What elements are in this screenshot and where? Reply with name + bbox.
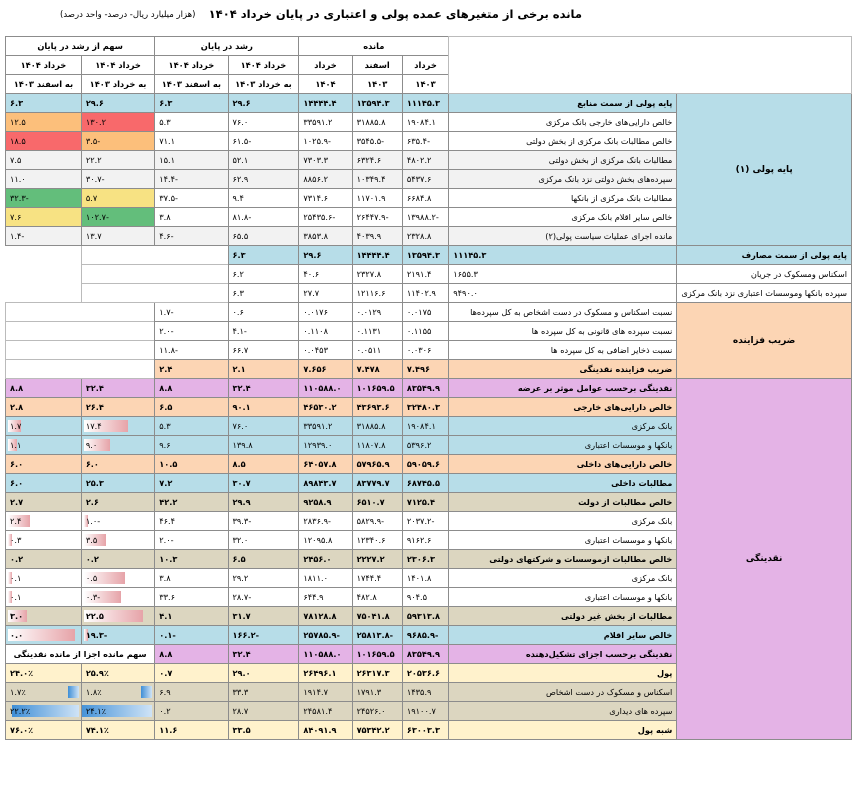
cell-gc-cb-4: ۴۶.۴	[155, 512, 228, 531]
cell-net-domestic-2: ۶۴۰۵۷.۸	[299, 455, 352, 474]
cell-base-use-3: ۲۹.۶	[299, 246, 352, 265]
row-label-req-ratio: نسبت سپرده های قانونی به کل سپرده ها	[449, 322, 677, 341]
group-liq: نقدینگی	[677, 379, 852, 740]
cell-gov-claims-3: ۲۹.۹	[228, 493, 299, 512]
cell-cur-ratio-2: ۰.۰۱۷۶	[299, 303, 352, 322]
cell-gc-cb-0: -۲۰۳۷.۲	[402, 512, 448, 531]
col-es1403-year: ۱۴۰۳	[352, 75, 402, 94]
cell-cb-foreign-1: ۳۱۸۸۵.۸	[352, 113, 402, 132]
cell-net-foreign-4: ۶.۵	[155, 398, 228, 417]
cell-cb-other-5: -۱۰۲.۷	[81, 208, 154, 227]
col-kh1404: خرداد	[299, 56, 352, 75]
cell-base-use-1: ۱۳۵۹۴.۳	[402, 246, 448, 265]
cell-cb-foreign-3: ۷۶.۰	[228, 113, 299, 132]
row-label-quasi: شبه پول	[449, 721, 677, 740]
cell-dom-claims-2: ۸۹۸۴۳.۷	[299, 474, 352, 493]
cell-bank-res-2: ۱۲۱۱۶.۶	[352, 284, 402, 303]
cell-nf-cb-2: ۳۳۵۹۱.۲	[299, 417, 352, 436]
cell-base-src-1: ۱۳۵۹۴.۳	[352, 94, 402, 113]
col-s2-sub: به اسفند ۱۴۰۳	[6, 75, 82, 94]
cell-liq-src-1: ۱۰۱۶۵۹.۵	[352, 379, 402, 398]
row-label-cur-ratio: نسبت اسکناس و مسکوک در دست اشخاص به کل سپرده‌ها	[449, 303, 677, 322]
cell-exc-ratio-3: ۶۶.۷	[228, 341, 299, 360]
cell-cb-banks-0: ۶۶۸۴.۸	[402, 189, 448, 208]
cell-demand-dep-6: ۲۲.۲٪	[6, 702, 82, 721]
cell-nf-banks-5: ۹.۰	[81, 436, 154, 455]
cell-cb-other-6: ۷.۶	[6, 208, 82, 227]
group-base: پایه پولی (۱)	[677, 94, 852, 246]
cell-gov-deposits-0: ۵۴۳۷.۶	[402, 170, 448, 189]
cell-nf-cb-1: ۳۱۸۸۵.۸	[352, 417, 402, 436]
group-mult: ضریب فزاینده	[677, 303, 852, 379]
cell-monetary-ops-1: ۴۰۳۹.۹	[352, 227, 402, 246]
cell-pc-cb-2: ۱۸۱۱.۰	[299, 569, 352, 588]
balance-header: مانده	[299, 37, 449, 56]
cell-nongov-4: ۴.۱	[155, 607, 228, 626]
cell-pc-banks-3: -۲۸.۷	[228, 588, 299, 607]
cell-exc-ratio-0: ۰.۰۳۰۶	[402, 341, 448, 360]
cell-cb-gov-claims-3: ۵۲.۱	[228, 151, 299, 170]
cell-nf-banks-3: ۱۳۹.۸	[228, 436, 299, 455]
row-label-other-items: خالص سایر اقلام	[449, 626, 677, 645]
cell-pc-banks-5: -۰.۳	[81, 588, 154, 607]
cell-base-use-4: ۶.۳	[228, 246, 299, 265]
cell-gov-claims-1: ۶۵۱۰.۷	[352, 493, 402, 512]
col-g1-sub: به خرداد ۱۴۰۳	[228, 75, 299, 94]
cell-currency-0: ۱۶۵۵.۳	[449, 265, 677, 284]
row-label-cb-banks: مطالبات بانک مرکزی از بانکها	[449, 189, 677, 208]
table-row	[6, 303, 852, 322]
cell-req-ratio-4: -۲.۰	[155, 322, 228, 341]
cell-cb-other-0: -۱۳۹۸۸.۲	[402, 208, 448, 227]
cell-req-ratio-1: ۰.۱۱۳۱	[352, 322, 402, 341]
cell-currency-4: ۶.۲	[228, 265, 299, 284]
cell-base-src-0: ۱۱۱۴۵.۳	[402, 94, 448, 113]
row-label-liq-src: نقدینگی برحسب عوامل موثر بر عرضه	[449, 379, 677, 398]
cell-cash-public-2: ۱۹۱۴.۷	[299, 683, 352, 702]
cell-cb-banks-3: ۹.۴	[228, 189, 299, 208]
cell-money-4: ۰.۷	[155, 664, 228, 683]
cell-req-ratio-5	[6, 322, 155, 341]
cell-net-foreign-1: ۴۳۶۹۳.۶	[352, 398, 402, 417]
cell-cb-gov-6: ۱۸.۵	[6, 132, 82, 151]
cell-currency-5	[81, 265, 228, 284]
cell-cash-public-5: ۱.۸٪	[81, 683, 154, 702]
cell-money-5: ۲۵.۹٪	[81, 664, 154, 683]
cell-cb-foreign-0: ۱۹۰۸۴.۱	[402, 113, 448, 132]
cell-base-use-0: ۱۱۱۴۵.۳	[449, 246, 677, 265]
cell-cb-gov-2: -۱۰۲۵.۹	[299, 132, 352, 151]
table-row	[6, 379, 852, 398]
col-kh1403-year: ۱۴۰۳	[402, 75, 448, 94]
cell-cb-foreign-2: ۳۳۵۹۱.۲	[299, 113, 352, 132]
header-row-1	[6, 37, 852, 56]
cell-cash-public-1: ۱۷۹۱.۳	[352, 683, 402, 702]
row-label-monetary-ops: مانده اجرای عملیات سیاست پولی(۲)	[449, 227, 677, 246]
cell-other-items-6: ۰.۰	[6, 626, 82, 645]
cell-cb-gov-0: -۶۳۵.۴	[402, 132, 448, 151]
cell-pc-cb-1: ۱۷۴۴.۴	[352, 569, 402, 588]
cell-quasi-3: ۳۳.۵	[228, 721, 299, 740]
databar	[68, 686, 79, 698]
cell-base-src-4: ۶.۳	[155, 94, 228, 113]
cell-exc-ratio-2: ۰.۰۴۵۳	[299, 341, 352, 360]
row-label-nf-cb: بانک مرکزی	[449, 417, 677, 436]
table-row	[6, 284, 852, 303]
cell-other-items-3: -۱۶۶.۲	[228, 626, 299, 645]
table-row	[6, 94, 852, 113]
col-g2-sub: به اسفند ۱۴۰۳	[155, 75, 228, 94]
cell-nf-banks-2: ۱۲۹۳۹.۰	[299, 436, 352, 455]
row-label-cb-foreign: خالص دارایی‌های خارجی بانک مرکزی	[449, 113, 677, 132]
row-label-money: پول	[449, 664, 677, 683]
cell-monetary-ops-5: ۱۳.۷	[81, 227, 154, 246]
cell-net-foreign-3: ۹۰.۱	[228, 398, 299, 417]
cell-gc-banks-1: ۱۲۳۴۰.۶	[352, 531, 402, 550]
row-label-base-use: پایه پولی از سمت مصارف	[677, 246, 852, 265]
cell-pc-banks-0: ۹۰۴.۵	[402, 588, 448, 607]
cell-gov-claims-0: ۷۱۲۵.۴	[402, 493, 448, 512]
cell-gc-banks-2: ۱۲۰۹۵.۸	[299, 531, 352, 550]
cell-base-src-2: ۱۴۴۴۴.۴	[299, 94, 352, 113]
cell-nf-banks-0: ۵۳۹۶.۲	[402, 436, 448, 455]
cell-pc-cb-5: ۰.۵	[81, 569, 154, 588]
cell-monetary-ops-3: ۶۵.۵	[228, 227, 299, 246]
cell-dom-claims-1: ۸۳۷۷۹.۷	[352, 474, 402, 493]
cell-nf-cb-3: ۷۶.۰	[228, 417, 299, 436]
cell-base-use-5	[81, 246, 228, 265]
cell-demand-dep-3: ۲۸.۷	[228, 702, 299, 721]
cell-currency-2: ۲۳۲۷.۸	[352, 265, 402, 284]
cell-liq-comp-2: ۱۱۰۵۸۸.۰	[299, 645, 352, 664]
cell-cur-ratio-5	[6, 303, 155, 322]
row-label-bank-res: سپرده بانکها وموسسات اعتباری نزد بانک مرکزی	[677, 284, 852, 303]
cell-currency-3: ۴۰.۶	[299, 265, 352, 284]
cell-other-items-5: -۱۹.۳	[81, 626, 154, 645]
cell-pub-claims-6: ۰.۲	[6, 550, 82, 569]
cell-base-src-6: ۶.۳	[6, 94, 82, 113]
row-label-pc-banks: بانکها و موسسات اعتباری	[449, 588, 677, 607]
share-header: سهم از رشد در پایان	[6, 37, 155, 56]
row-label-gov-deposits: سپرده‌های بخش دولتی نزد بانک مرکزی	[449, 170, 677, 189]
cell-dom-claims-5: ۲۵.۳	[81, 474, 154, 493]
cell-money-1: ۲۶۳۱۷.۳	[352, 664, 402, 683]
cell-quasi-2: ۸۴۰۹۱.۹	[299, 721, 352, 740]
cell-pub-claims-1: ۲۲۲۷.۲	[352, 550, 402, 569]
cell-liq-comp-0: ۸۳۵۴۹.۹	[402, 645, 448, 664]
cell-demand-dep-1: ۲۴۵۲۶.۰	[352, 702, 402, 721]
cell-bank-res-5	[81, 284, 228, 303]
cell-cb-foreign-5: ۱۳۰.۲	[81, 113, 154, 132]
row-label-pub-claims: خالص مطالبات ازموسسات و شرکتهای دولتی	[449, 550, 677, 569]
row-label-nf-banks: بانکها و موسسات اعتباری	[449, 436, 677, 455]
cell-liq-src-0: ۸۳۵۴۹.۹	[402, 379, 448, 398]
cell-other-items-0: -۹۶۸۵.۹	[402, 626, 448, 645]
unit-note: (هزار میلیارد ریال- درصد- واحد درصد)	[60, 10, 196, 20]
cell-cb-gov-claims-5: ۲۲.۲	[81, 151, 154, 170]
cell-liq-comp-1: ۱۰۱۶۵۹.۵	[352, 645, 402, 664]
cell-cb-gov-5: -۳.۵	[81, 132, 154, 151]
cell-req-ratio-0: ۰.۱۱۵۵	[402, 322, 448, 341]
cell-cur-ratio-0: ۰.۰۱۷۵	[402, 303, 448, 322]
cell-nongov-1: ۷۵۰۴۱.۸	[352, 607, 402, 626]
cell-cb-other-1: -۲۶۴۴۷.۹	[352, 208, 402, 227]
cell-cb-gov-claims-2: ۷۳۰۳.۳	[299, 151, 352, 170]
row-label-liq-comp: نقدینگی برحسب اجزای تشکیل‌دهنده	[449, 645, 677, 664]
cell-net-domestic-1: ۵۷۹۶۵.۹	[352, 455, 402, 474]
cell-gc-banks-6: ۰.۳	[6, 531, 82, 550]
cell-gc-cb-6: ۲.۴	[6, 512, 82, 531]
cell-cb-banks-6: -۳۲.۳	[6, 189, 82, 208]
cell-quasi-5: ۷۴.۱٪	[81, 721, 154, 740]
row-label-nongov: مطالبات از بخش غیر دولتی	[449, 607, 677, 626]
cell-base-use-2: ۱۴۴۴۴.۴	[352, 246, 402, 265]
cell-liq-src-2: ۱۱۰۵۸۸.۰	[299, 379, 352, 398]
cell-nongov-0: ۵۹۳۱۳.۸	[402, 607, 448, 626]
col-g2: خرداد ۱۴۰۴	[155, 56, 228, 75]
cell-demand-dep-5: ۲۴.۱٪	[81, 702, 154, 721]
cell-mult-4: ۲.۴	[155, 360, 228, 379]
cell-demand-dep-2: ۲۴۵۸۱.۴	[299, 702, 352, 721]
cell-cash-public-3: ۳۳.۳	[228, 683, 299, 702]
cell-cb-other-3: -۸۱.۸	[228, 208, 299, 227]
row-label-pc-cb: بانک مرکزی	[449, 569, 677, 588]
col-kh1404-year: ۱۴۰۴	[299, 75, 352, 94]
row-label-cash-public: اسکناس و مسکوک در دست اشخاص	[449, 683, 677, 702]
cell-pc-banks-4: ۳۳.۶	[155, 588, 228, 607]
row-label-gc-banks: بانکها و موسسات اعتباری	[449, 531, 677, 550]
cell-gov-claims-4: ۴۲.۲	[155, 493, 228, 512]
cell-mult-2: ۷.۶۵۶	[299, 360, 352, 379]
cell-req-ratio-3: -۴.۱	[228, 322, 299, 341]
cell-other-items-4: -۰.۱	[155, 626, 228, 645]
row-label-mult: ضریب فزاینده نقدینگی	[449, 360, 677, 379]
cell-net-domestic-6: ۶.۰	[6, 455, 82, 474]
cell-gov-deposits-3: ۶۲.۹	[228, 170, 299, 189]
cell-liq-comp-4: ۸.۸	[155, 645, 228, 664]
cell-gc-banks-4: -۲.۰	[155, 531, 228, 550]
cell-bank-res-4: ۶.۳	[228, 284, 299, 303]
table-row	[6, 265, 852, 284]
liq-share-header: سهم مانده اجزا از مانده نقدینگی	[6, 645, 155, 664]
cell-gc-cb-3: -۳۹.۳	[228, 512, 299, 531]
cell-cb-foreign-4: ۵.۳	[155, 113, 228, 132]
row-label-base-src: پایه پولی از سمت منابع	[449, 94, 677, 113]
cell-net-domestic-0: ۵۹۰۵۹.۶	[402, 455, 448, 474]
cell-nongov-2: ۷۸۱۲۸.۸	[299, 607, 352, 626]
cell-currency-1: ۲۱۹۱.۴	[402, 265, 448, 284]
cell-cb-banks-1: ۱۱۷۰۱.۹	[352, 189, 402, 208]
cell-exc-ratio-4: -۱۱.۸	[155, 341, 228, 360]
cell-exc-ratio-5	[6, 341, 155, 360]
row-label-gc-cb: بانک مرکزی	[449, 512, 677, 531]
cell-monetary-ops-0: ۲۳۲۸.۸	[402, 227, 448, 246]
cell-pub-claims-0: ۲۳۰۶.۳	[402, 550, 448, 569]
cell-pc-cb-6: ۰.۱	[6, 569, 82, 588]
col-kh1403: خرداد	[402, 56, 448, 75]
cell-liq-src-3: ۳۲.۴	[228, 379, 299, 398]
cell-gov-deposits-6: ۱۱.۰	[6, 170, 82, 189]
cell-nongov-5: ۲۲.۵	[81, 607, 154, 626]
cell-gov-claims-5: ۲.۶	[81, 493, 154, 512]
cell-gov-deposits-5: -۳۰.۷	[81, 170, 154, 189]
cell-liq-src-5: ۳۲.۴	[81, 379, 154, 398]
cell-bank-res-0: ۹۴۹۰.۰	[449, 284, 677, 303]
row-label-gov-claims: خالص مطالبات از دولت	[449, 493, 677, 512]
cell-net-domestic-3: ۸.۵	[228, 455, 299, 474]
cell-demand-dep-0: ۱۹۱۰۰.۷	[402, 702, 448, 721]
cell-monetary-ops-6: -۱.۴	[6, 227, 82, 246]
cell-bank-res-1: ۱۱۴۰۲.۹	[402, 284, 448, 303]
row-label-net-domestic: خالص دارایی‌های داخلی	[449, 455, 677, 474]
monetary-table	[5, 36, 852, 740]
cell-quasi-0: ۶۳۰۰۳.۳	[402, 721, 448, 740]
cell-cash-public-6: ۱.۷٪	[6, 683, 82, 702]
row-label-cb-gov-claims: مطالبات بانک مرکزی از بخش دولتی	[449, 151, 677, 170]
cell-money-0: ۲۰۵۳۶.۶	[402, 664, 448, 683]
cell-pc-banks-6: ۰.۱	[6, 588, 82, 607]
cell-monetary-ops-2: ۳۸۵۳.۸	[299, 227, 352, 246]
cell-other-items-1: -۲۵۸۱۳.۸	[352, 626, 402, 645]
cell-pub-claims-4: ۱۰.۳	[155, 550, 228, 569]
row-label-demand-dep: سپرده های دیداری	[449, 702, 677, 721]
cell-net-domestic-5: ۶.۰	[81, 455, 154, 474]
row-label-cb-gov: خالص مطالبات بانک مرکزی از بخش دولتی	[449, 132, 677, 151]
cell-exc-ratio-1: ۰.۰۵۱۱	[352, 341, 402, 360]
cell-quasi-4: ۱۱.۶	[155, 721, 228, 740]
row-label-currency: اسکناس ومسکوک در جریان	[677, 265, 852, 284]
cell-nongov-6: ۳.۰	[6, 607, 82, 626]
cell-nf-banks-6: ۱.۱	[6, 436, 82, 455]
cell-cb-gov-claims-4: ۱۵.۱	[155, 151, 228, 170]
cell-cash-public-0: ۱۴۳۵.۹	[402, 683, 448, 702]
cell-cb-banks-2: ۷۳۱۴.۶	[299, 189, 352, 208]
cell-pc-banks-2: ۶۴۴.۹	[299, 588, 352, 607]
cell-money-6: ۲۴.۰٪	[6, 664, 82, 683]
cell-cb-other-2: -۲۵۴۳۵.۶	[299, 208, 352, 227]
cell-gc-banks-0: ۹۱۶۲.۶	[402, 531, 448, 550]
cell-mult-0: ۷.۴۹۶	[402, 360, 448, 379]
cell-liq-comp-3: ۳۲.۴	[228, 645, 299, 664]
row-label-net-foreign: خالص دارایی‌های خارجی	[449, 398, 677, 417]
cell-net-foreign-6: ۲.۸	[6, 398, 82, 417]
cell-cb-gov-claims-6: ۷.۵	[6, 151, 82, 170]
cell-cur-ratio-4: -۱.۷	[155, 303, 228, 322]
cell-pc-cb-3: ۲۹.۲	[228, 569, 299, 588]
cell-nongov-3: ۳۱.۷	[228, 607, 299, 626]
cell-liq-src-4: ۸.۸	[155, 379, 228, 398]
cell-other-items-2: -۲۵۷۸۵.۹	[299, 626, 352, 645]
table-row	[6, 246, 852, 265]
growth-header: رشد در پایان	[155, 37, 299, 56]
cell-pc-cb-0: ۱۴۰۱.۸	[402, 569, 448, 588]
cell-dom-claims-3: ۳۰.۷	[228, 474, 299, 493]
cell-pub-claims-5: ۰.۲	[81, 550, 154, 569]
cell-nf-banks-4: ۹.۶	[155, 436, 228, 455]
cell-pc-banks-1: ۴۸۲.۸	[352, 588, 402, 607]
cell-net-foreign-5: ۲۶.۴	[81, 398, 154, 417]
cell-cb-gov-4: ۷۱.۱	[155, 132, 228, 151]
cell-gc-cb-1: -۵۸۲۹.۹	[352, 512, 402, 531]
cell-cb-gov-claims-0: ۴۸۰۲.۲	[402, 151, 448, 170]
cell-gov-claims-2: ۹۲۵۸.۹	[299, 493, 352, 512]
cell-cash-public-4: ۶.۹	[155, 683, 228, 702]
cell-cb-gov-1: -۳۵۴۵.۵	[352, 132, 402, 151]
col-s2: خرداد ۱۴۰۴	[6, 56, 82, 75]
cell-dom-claims-4: ۷.۲	[155, 474, 228, 493]
cell-demand-dep-4: ۰.۲	[155, 702, 228, 721]
cell-dom-claims-0: ۶۸۷۴۵.۵	[402, 474, 448, 493]
cell-mult-1: ۷.۴۷۸	[352, 360, 402, 379]
row-label-dom-claims: مطالبات داخلی	[449, 474, 677, 493]
cell-cb-banks-5: ۵.۷	[81, 189, 154, 208]
col-s1-sub: به خرداد ۱۴۰۳	[81, 75, 154, 94]
row-label-exc-ratio: نسبت ذخایر اضافی به کل سپرده ها	[449, 341, 677, 360]
cell-mult-5	[6, 360, 155, 379]
cell-gov-deposits-2: ۸۸۵۶.۲	[299, 170, 352, 189]
cell-money-3: ۲۹.۰	[228, 664, 299, 683]
cell-gc-cb-5: -۱.۰	[81, 512, 154, 531]
cell-cur-ratio-1: ۰.۰۱۲۹	[352, 303, 402, 322]
cell-liq-src-6: ۸.۸	[6, 379, 82, 398]
cell-gc-cb-2: -۲۸۳۶.۹	[299, 512, 352, 531]
cell-net-domestic-4: ۱۰.۵	[155, 455, 228, 474]
col-g1: خرداد ۱۴۰۴	[228, 56, 299, 75]
cell-bank-res-3: ۲۷.۷	[299, 284, 352, 303]
cell-gov-deposits-1: ۱۰۳۴۹.۴	[352, 170, 402, 189]
cell-quasi-6: ۷۶.۰٪	[6, 721, 82, 740]
cell-mult-3: ۲.۱	[228, 360, 299, 379]
cell-cb-banks-4: -۳۷.۵	[155, 189, 228, 208]
cell-nf-banks-1: ۱۱۸۰۷.۸	[352, 436, 402, 455]
row-label-cb-other: خالص سایر اقلام بانک مرکزی	[449, 208, 677, 227]
databar	[141, 686, 152, 698]
cell-nf-cb-0: ۱۹۰۸۴.۱	[402, 417, 448, 436]
cell-gov-deposits-4: -۱۴.۴	[155, 170, 228, 189]
cell-net-foreign-2: ۴۶۵۳۰.۲	[299, 398, 352, 417]
cell-req-ratio-2: ۰.۱۱۰۸	[299, 322, 352, 341]
cell-nf-cb-5: ۱۷.۴	[81, 417, 154, 436]
cell-cb-other-4: ۳.۸	[155, 208, 228, 227]
report-title: مانده برخی از متغیرهای عمده پولی و اعتباری در پایان خرداد ۱۴۰۴	[208, 7, 582, 21]
cell-gov-claims-6: ۲.۷	[6, 493, 82, 512]
cell-dom-claims-6: ۶.۰	[6, 474, 82, 493]
cell-monetary-ops-4: -۴.۶	[155, 227, 228, 246]
cell-cur-ratio-3: ۰.۶	[228, 303, 299, 322]
cell-cb-foreign-6: ۱۲.۵	[6, 113, 82, 132]
col-s1: خرداد ۱۴۰۴	[81, 56, 154, 75]
cell-pc-cb-4: ۳.۸	[155, 569, 228, 588]
cell-money-2: ۲۶۴۹۶.۱	[299, 664, 352, 683]
cell-pub-claims-3: ۶.۵	[228, 550, 299, 569]
cell-cb-gov-claims-1: ۶۳۲۴.۶	[352, 151, 402, 170]
cell-base-src-3: ۲۹.۶	[228, 94, 299, 113]
cell-gc-banks-3: ۳۲.۰	[228, 531, 299, 550]
col-es1403: اسفند	[352, 56, 402, 75]
cell-nf-cb-6: ۱.۷	[6, 417, 82, 436]
cell-gc-banks-5: ۳.۵	[81, 531, 154, 550]
cell-pub-claims-2: ۲۴۵۶.۰	[299, 550, 352, 569]
cell-nf-cb-4: ۵.۳	[155, 417, 228, 436]
cell-net-foreign-0: ۳۲۴۸۰.۳	[402, 398, 448, 417]
cell-cb-gov-3: -۶۱.۵	[228, 132, 299, 151]
report-header	[0, 0, 852, 32]
cell-base-src-5: ۲۹.۶	[81, 94, 154, 113]
cell-quasi-1: ۷۵۳۴۲.۲	[352, 721, 402, 740]
